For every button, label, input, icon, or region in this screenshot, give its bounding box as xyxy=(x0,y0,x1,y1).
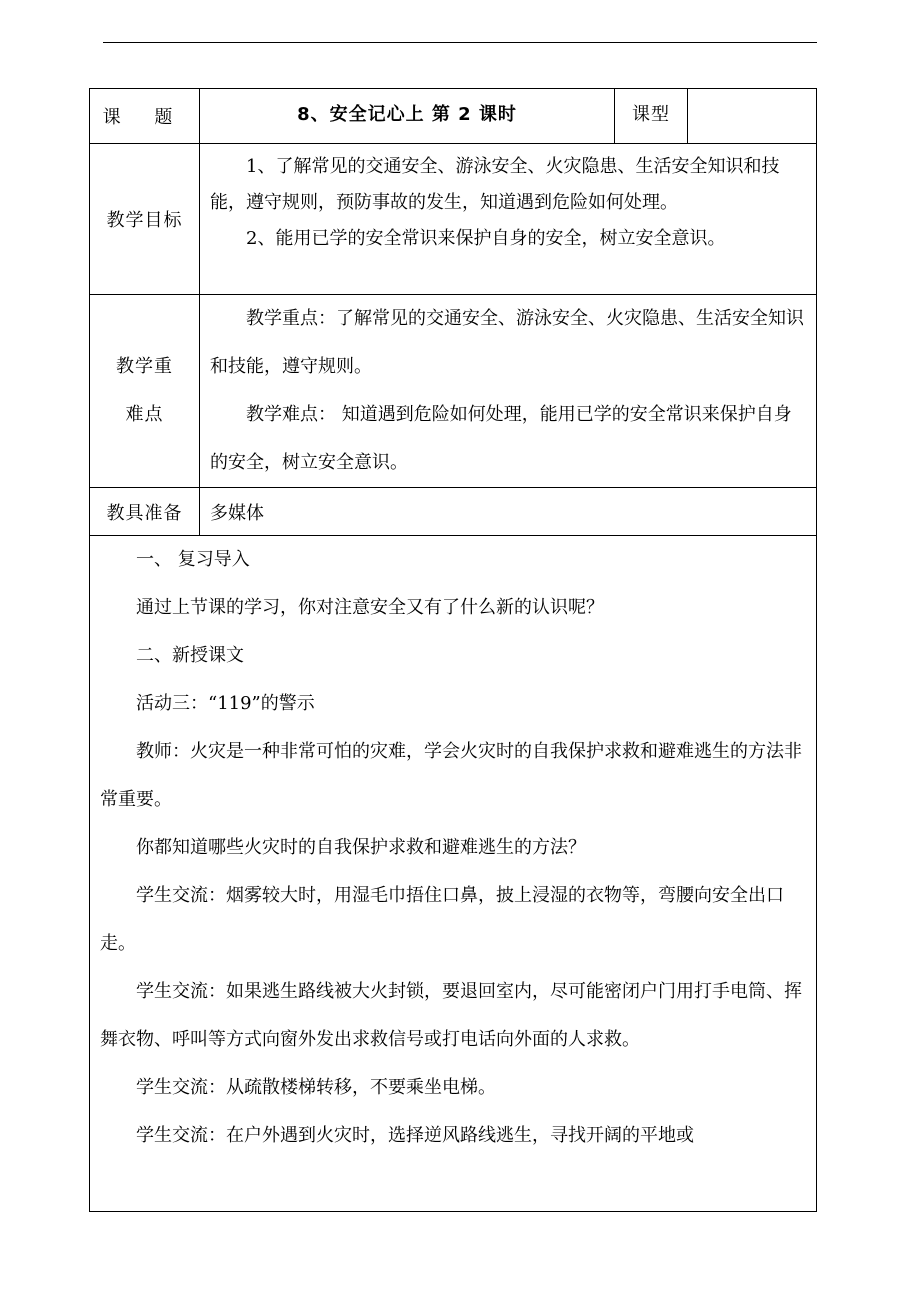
materials-value: 多媒体 xyxy=(210,502,264,524)
focus-content xyxy=(200,295,816,487)
topic-label: 课 题 xyxy=(90,89,200,143)
prompt-question: 你都知道哪些火灾时的自我保护求救和避难逃生的方法？ xyxy=(136,837,586,858)
teacher-intro: 教师：火灾是一种非常可怕的灾难，学会火灾时的自我保护求救和避难逃生的方法非常重要。 xyxy=(100,741,802,810)
student-answer: 学生交流：在户外遇到火灾时，选择逆风路线逃生，寻找开阔的平地或 xyxy=(136,1125,694,1146)
student-answer: 学生交流：烟雾较大时，用湿毛巾捂住口鼻，披上浸湿的衣物等，弯腰向安全出口走。 xyxy=(100,885,784,954)
focus-label-line2: 难点 xyxy=(125,404,164,425)
section-title: 一、 复习导入 xyxy=(136,549,250,570)
process-row xyxy=(90,536,816,1211)
objectives-row xyxy=(90,144,816,295)
type-value xyxy=(688,89,816,143)
focus-label xyxy=(90,295,200,487)
objectives-content xyxy=(200,144,816,294)
materials-label: 教具准备 xyxy=(90,488,200,535)
lesson-title: 8、安全记心上 第 2 课时 xyxy=(200,89,615,143)
student-answer: 学生交流：从疏散楼梯转移，不要乘坐电梯。 xyxy=(136,1077,496,1098)
header-rule xyxy=(103,42,817,43)
lesson-plan-table xyxy=(89,88,817,1212)
type-label: 课型 xyxy=(615,89,688,143)
objective-item: 2、能用已学的安全常识来保护自身的安全，树立安全意识。 xyxy=(246,228,726,249)
section-title: 二、新授课文 xyxy=(136,645,244,666)
student-answer: 学生交流：如果逃生路线被大火封锁，要退回室内，尽可能密闭户门用打手电筒、挥舞衣物、呼叫等方式向窗外发出求救信号或打电话向外面的人求救。 xyxy=(100,981,802,1050)
activity-title: 活动三：“119”的警示 xyxy=(136,693,315,714)
topic-row xyxy=(90,89,816,144)
focus-label-line1: 教学重 xyxy=(116,356,173,377)
focus-row xyxy=(90,295,816,488)
review-question: 通过上节课的学习，你对注意安全又有了什么新的认识呢？ xyxy=(136,597,604,618)
materials-row xyxy=(90,488,816,536)
process-content xyxy=(90,536,816,1160)
objective-item: 1、了解常见的交通安全、游泳安全、火灾隐患、生活安全知识和技能，遵守规则，预防事故的发生，知道遇到危险如何处理。 xyxy=(210,156,780,213)
key-point: 教学重点：了解常见的交通安全、游泳安全、火灾隐患、生活安全知识和技能，遵守规则。 xyxy=(210,308,804,377)
difficulty: 教学难点： 知道遇到危险如何处理，能用已学的安全常识来保护自身的安全，树立安全意识。 xyxy=(210,404,792,473)
objectives-label: 教学目标 xyxy=(90,144,200,294)
